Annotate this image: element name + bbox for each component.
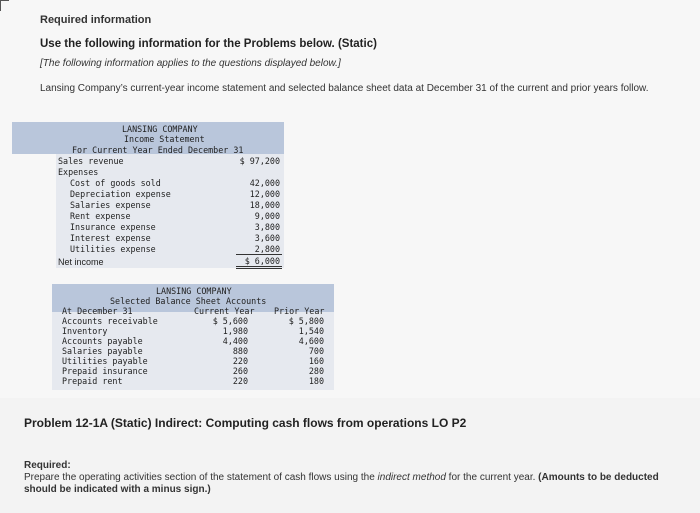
prior-year-value: 180 — [308, 376, 324, 386]
intro-paragraph: Lansing Company’s current-year income statement and selected balance sheet data at December 31 of the current and prior years follow. — [40, 83, 649, 94]
expense-value: 3,800 — [254, 222, 280, 232]
current-year-value: 220 — [232, 376, 248, 386]
expense-label: Depreciation expense — [70, 189, 171, 199]
expense-value: 18,000 — [249, 200, 280, 210]
expense-label: Interest expense — [70, 233, 151, 243]
required-text-2: for the current year. — [445, 472, 539, 483]
current-year-header: Current Year — [194, 306, 255, 316]
net-income-value: $ 6,000 — [244, 256, 280, 266]
net-income-label: Net income — [58, 257, 104, 267]
expense-value: 3,600 — [254, 233, 280, 243]
prior-year-value: 1,540 — [298, 326, 324, 336]
balance-sheet-title: Selected Balance Sheet Accounts — [110, 296, 267, 306]
account-label: Salaries payable — [62, 346, 143, 356]
prior-year-header: Prior Year — [274, 306, 325, 316]
section-heading: Use the following information for the Problems below. (Static) — [40, 38, 377, 50]
required-instructions — [24, 460, 674, 496]
current-year-value: 1,980 — [222, 326, 248, 336]
subtotal-rule — [236, 254, 282, 255]
prior-year-value: 4,600 — [298, 336, 324, 346]
sales-revenue-label: Sales revenue — [58, 156, 124, 166]
required-text: Prepare the operating activities section of the statement of cash flows using the — [24, 472, 378, 483]
expense-value: 9,000 — [254, 211, 280, 221]
prior-year-value: $ 5,800 — [288, 316, 324, 326]
expense-label: Rent expense — [70, 211, 131, 221]
prior-year-value: 160 — [308, 356, 324, 366]
expense-label: Salaries expense — [70, 200, 151, 210]
current-year-value: 220 — [232, 356, 248, 366]
account-label: Utilities payable — [62, 356, 148, 366]
income-statement-title: Income Statement — [124, 134, 205, 144]
required-label: Required: — [24, 460, 71, 471]
required-bold-note: (Amounts to be deducted should be indicated with a minus sign.) — [24, 472, 659, 495]
double-rule-bottom — [236, 268, 282, 269]
income-period: For Current Year Ended December 31 — [72, 145, 244, 155]
account-label: Prepaid rent — [62, 376, 123, 386]
double-rule-top — [236, 266, 282, 267]
date-column-label: At December 31 — [62, 306, 133, 316]
balance-company-name: LANSING COMPANY — [156, 286, 232, 296]
expense-value: 42,000 — [249, 178, 280, 188]
expenses-label: Expenses — [58, 167, 99, 177]
prior-year-value: 700 — [308, 346, 324, 356]
current-year-value: 260 — [232, 366, 248, 376]
sales-revenue-value: $ 97,200 — [239, 156, 280, 166]
current-year-value: 4,400 — [222, 336, 248, 346]
info-note: [The following information applies to the questions displayed below.] — [40, 58, 341, 69]
corner-bracket — [0, 0, 9, 11]
expense-value: 12,000 — [249, 189, 280, 199]
current-year-value: $ 5,600 — [212, 316, 248, 326]
account-label: Accounts receivable — [62, 316, 158, 326]
current-year-value: 880 — [232, 346, 248, 356]
account-label: Inventory — [62, 326, 108, 336]
problem-title: Problem 12-1A (Static) Indirect: Computing cash flows from operations LO P2 — [24, 416, 467, 430]
expense-label: Insurance expense — [70, 222, 156, 232]
prior-year-value: 280 — [308, 366, 324, 376]
income-company-name: LANSING COMPANY — [122, 124, 198, 134]
account-label: Accounts payable — [62, 336, 143, 346]
required-italic: indirect method — [377, 472, 446, 483]
expense-label: Utilities expense — [70, 244, 156, 254]
expense-label: Cost of goods sold — [70, 178, 161, 188]
account-label: Prepaid insurance — [62, 366, 148, 376]
expense-value: 2,800 — [254, 244, 280, 254]
required-information-label: Required information — [40, 14, 152, 26]
